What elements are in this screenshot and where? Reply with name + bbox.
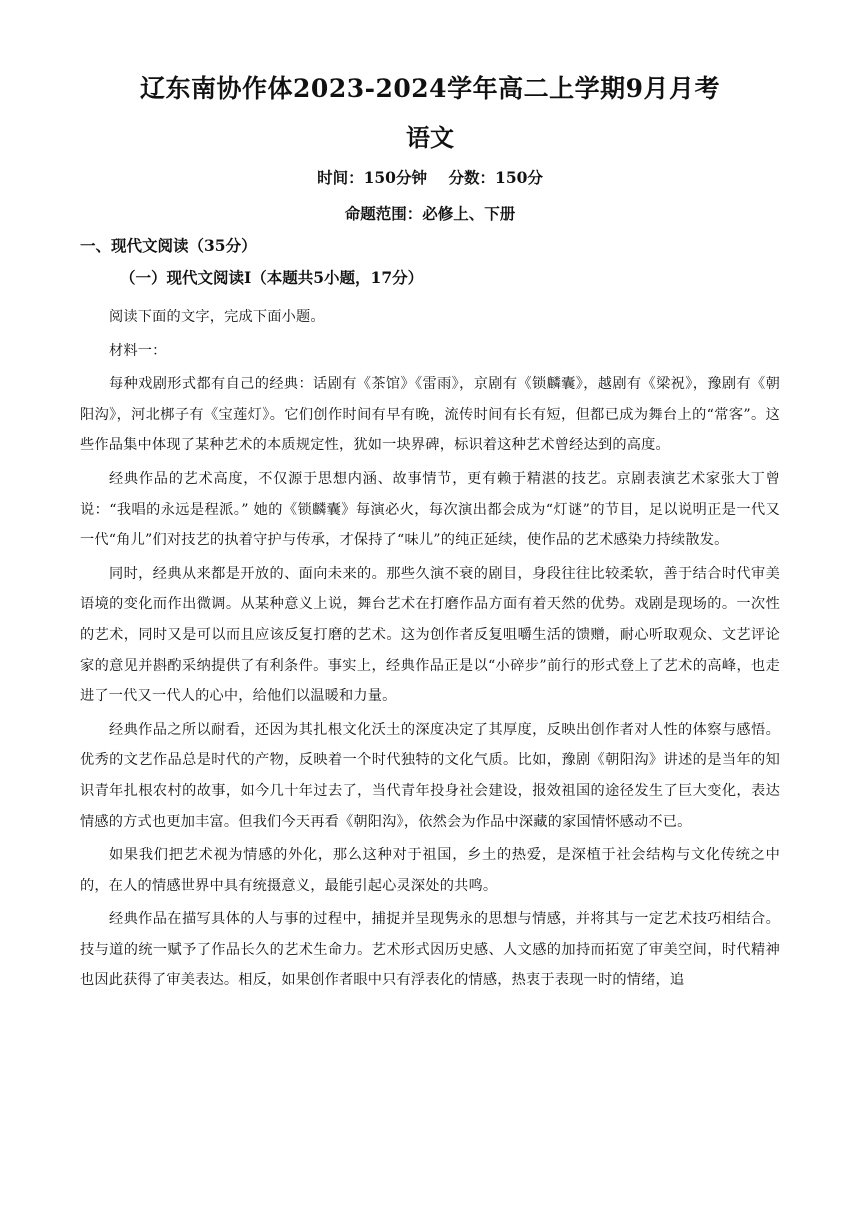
instruction-text: 阅读下面的文字，完成下面小题。 <box>109 309 325 325</box>
body-paragraph: 经典作品在描写具体的人与事的过程中，捕捉并呈现隽永的思想与情感，并将其与一定艺术技巧相结合。技与道的统一赋予了作品长久的艺术生命力。艺术形式因历史感、人文感的加持而拓宽了审美空间，时代精神也因此获得了审美表达。相反，如果创作者眼中只有浮表化的情感，热衷于表现一时的情绪，追 <box>80 911 780 989</box>
exam-scope: 命题范围：必修上、下册 <box>344 204 516 223</box>
material-label: 材料一： <box>109 342 167 359</box>
section-heading: 一、现代文阅读（35分） <box>80 236 257 255</box>
exam-title: 辽东南协作体2023-2024学年高二上学期9月月考 <box>140 74 720 103</box>
time-score-line: 时间：150分钟 分数：150分 <box>317 168 543 187</box>
subsection-heading: （一）现代文阅读Ⅰ（本题共5小题，17分） <box>120 268 424 287</box>
exam-page <box>80 68 780 996</box>
body-paragraph: 同时，经典从来都是开放的、面向未来的。那些久演不衰的剧目，身段往往比较柔软，善于结合时代审美语境的变化而作出微调。从某种意义上说，舞台艺术在打磨作品方面有着天然的优势。戏剧是现场的。一次性的艺术，同时又是可以而且应该反复打磨的艺术。这为创作者反复咀嚼生活的馈赠，耐心听取观众、文艺评论家的意见并斟酌采纳提供了有利条件。事实上，经典作品正是以“小碎步”前行的形式登上了艺术的高峰，也走进了一代又一代人的心中，给他们以温暖和力量。 <box>80 565 780 705</box>
subject-title: 语文 <box>406 123 454 152</box>
body-paragraph: 经典作品之所以耐看，还因为其扎根文化沃土的深度决定了其厚度，反映出创作者对人性的体察与感悟。优秀的文艺作品总是时代的产物，反映着一个时代独特的文化气质。比如，豫剧《朝阳沟》讲述的是当年的知识青年扎根农村的故事，如今几十年过去了，当代青年投身社会建设，报效祖国的途径发生了巨大变化，表达情感的方式也更加丰富。但我们今天再看《朝阳沟》，依然会为作品中深藏的家国情怀感动不已。 <box>80 721 780 830</box>
body-paragraph: 经典作品的艺术高度，不仅源于思想内涵、故事情节，更有赖于精湛的技艺。京剧表演艺术家张大丁曾说：“我唱的永远是程派。” 她的《锁麟囊》每演必火，每次演出都会成为“灯谜”的节目，足以说明正是一代又一代“角儿”们对技艺的执着守护与传承，才保持了“味儿”的纯正延续，使作品的艺术感染力持续散发。 <box>80 470 780 549</box>
body-paragraph: 每种戏剧形式都有自己的经典：话剧有《茶馆》《雷雨》，京剧有《锁麟囊》，越剧有《梁祝》，豫剧有《朝阳沟》，河北梆子有《宝莲灯》。它们创作时间有早有晚，流传时间有长有短，但都已成为舞台上的“常客”。这些作品集中体现了某种艺术的本质规定性，犹如一块界碑，标识着这种艺术曾经达到的高度。 <box>80 376 780 454</box>
body-paragraph: 如果我们把艺术视为情感的外化，那么这种对于祖国，乡土的热爱，是深植于社会结构与文化传统之中的，在人的情感世界中具有统摄意义，最能引起心灵深处的共鸣。 <box>80 847 780 894</box>
